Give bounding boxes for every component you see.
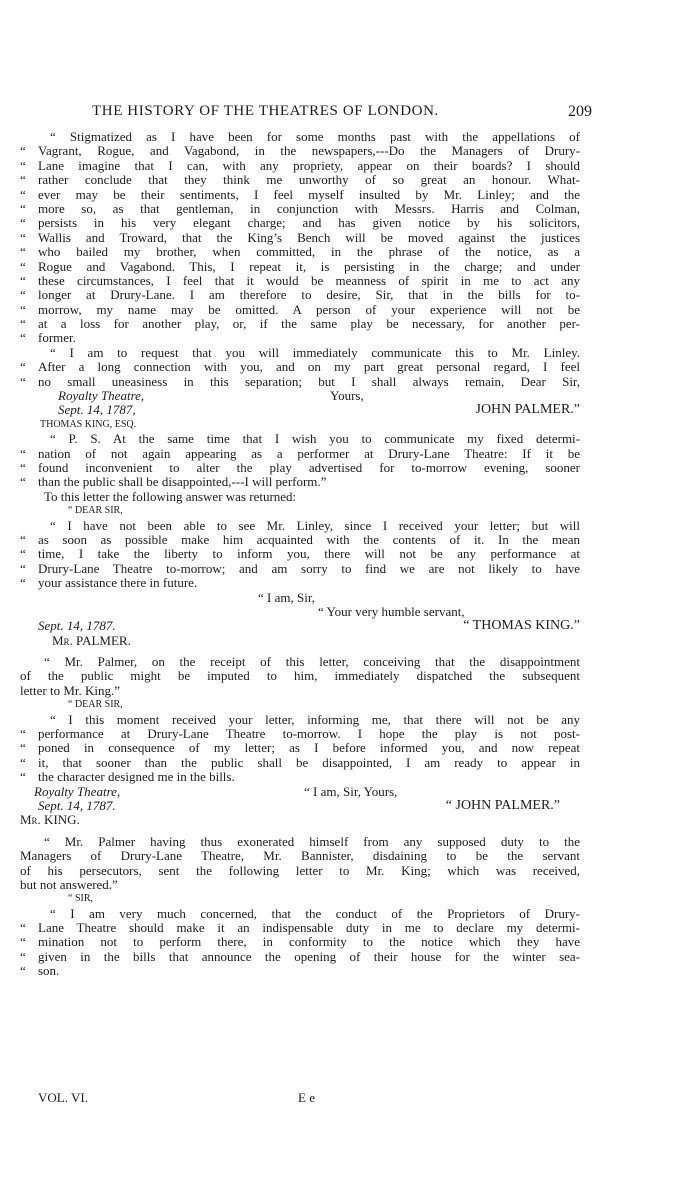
salutation-line [20,698,580,712]
text-line: of the public might be imputed to him, immediately dispatched the subsequent [20,669,580,684]
text-line: Managers of Drury-Lane Theatre, Mr. Bannister, disdaining to be the servant [20,849,580,864]
page-body [20,130,580,979]
text-line: “ it, that sooner than the public shall be disappointed, I am ready to appear in [20,755,580,770]
text-line: “ mination not to perform there, in conformity to the notice which they have [20,935,580,950]
signature-line [20,813,580,827]
text-line: “ time, I take the liberty to inform you, there will not be any performance at [20,547,580,562]
spacer [20,828,580,835]
spacer [20,648,580,655]
text-line: “ son. [20,964,60,979]
letter-date: Sept. 14, 1787. [38,798,116,813]
letter-closing: Yours, [330,389,364,404]
text-line: “ Lane Theatre should make it an indispensable duty in me to declare my determi- [20,921,580,936]
letter-signatory: “ THOMAS KING.” [463,619,580,634]
letter-signatory: “ JOHN PALMER.” [445,798,560,813]
letter-place: Royalty Theatre, [34,784,121,799]
text-line [20,490,580,504]
letter-addressee: Mr. PALMER. [52,633,131,648]
volume-mark: VOL. VI. [38,1090,88,1105]
text-line: “ rather conclude that they think me unworthy of so great an honour. What- [20,173,580,188]
text-line: “ than the public shall be disappointed,---I will perform.” [20,475,327,490]
text-line: “ more so, as that gentleman, in conjunction with Messrs. Harris and Colman, [20,201,580,216]
text-line: “ After a long connection with you, and on my part great personal regard, I feel [20,360,580,375]
text-line: “ given in the bills that announce the opening of their house for the winter sea- [20,949,580,964]
text-line: “ found inconvenient to alter the play advertised for to-morrow evening, sooner [20,460,580,475]
salutation: “ DEAR SIR, [68,699,123,711]
text-line: letter to Mr. King.” [20,683,121,698]
page-footer [20,1090,580,1108]
text-line: “ Wallis and Troward, that the King’s Bench will be moved against the justices [20,230,580,245]
letter-date: Sept. 14, 1787. [38,619,116,634]
running-header [92,103,592,125]
text-line: “ persists in his very elegant charge; and has given notice by his solicitors, [20,216,580,231]
text-line: “ Drury-Lane Theatre to-morrow; and am sorry to find we are not likely to have [20,561,580,576]
text-line: “ performance at Drury-Lane Theatre to-morrow. I hope the play is not post- [20,727,580,742]
text-line: “ who bailed my brother, when committed, in the phrase of the notice, as a [20,245,580,260]
letter-closing: “ I am, Sir, [258,590,315,605]
answer-intro: To this letter the following answer was returned: [44,489,297,504]
text-line: “ at a loss for another play, or, if the same play be necessary, for another per- [20,317,580,332]
letter-signatory: JOHN PALMER.” [475,403,580,418]
signature-line [20,403,580,417]
text-line: “ your assistance there in future. [20,576,198,591]
salutation: “ DEAR SIR, [68,505,123,517]
letter-date: Sept. 14, 1787, [58,403,136,418]
signature-line [20,418,580,432]
letter-closing: “ Your very humble servant, [318,604,465,619]
text-line: of his persecutors, sent the following letter to Mr. King; which was received, [20,863,580,878]
signature-mark: E e [298,1090,315,1105]
letter-addressee: THOMAS KING, ESQ. [40,418,137,430]
text-line: “ Vagrant, Rogue, and Vagabond, in the newspapers,---Do the Managers of Drury- [20,144,580,159]
signature-line [20,591,580,605]
signature-line [20,634,580,648]
text-line: “ I this moment received your letter, informing me, that there will not be any [50,712,580,727]
signature-line [20,785,580,799]
text-line: “ I am very much concerned, that the conduct of the Proprietors of Drury- [50,906,580,921]
text-line: “ morrow, my name may be omitted. A person of your experience will not be [20,302,580,317]
text-line: “ longer at Drury-Lane. I am therefore to desire, Sir, that in the bills for to- [20,288,580,303]
text-line: “ as soon as possible make him acquainted with the contents of it. In the mean [20,532,580,547]
text-line: “ nation of not again appearing as a performer at Drury-Lane Theatre: If it be [20,446,580,461]
signature-line [20,799,580,813]
text-line: “ Mr. Palmer, on the receipt of this letter, conceiving that the disappointment [44,655,580,670]
text-line: “ Stigmatized as I have been for some months past with the appellations of [50,130,580,144]
text-line: “ these circumstances, I feel that it would be meanness of spirit in me to act any [20,273,580,288]
running-title: THE HISTORY OF THE THEATRES OF LONDON. [92,103,439,119]
text-line: “ P. S. At the same time that I wish you to communicate my fixed determi- [50,432,580,447]
text-line: “ Lane imagine that I can, with any propriety, appear on their boards? I should [20,158,580,173]
signature-line [20,619,580,633]
text-line: “ I am to request that you will immediately communicate this to Mr. Linley. [50,345,580,360]
text-line: “ ever may be their sentiments, I feel myself insulted by Mr. Linley; and the [20,187,580,202]
letter-closing: “ I am, Sir, Yours, [304,784,398,799]
text-line: “ the character designed me in the bills. [20,770,235,785]
page-number: 209 [568,103,592,120]
text-line: “ I have not been able to see Mr. Linley, since I received your letter; but will [50,518,580,533]
signature-line [20,389,580,403]
text-line: “ Mr. Palmer having thus exonerated himself from any supposed duty to the [44,834,580,849]
text-line: “ former. [20,331,76,346]
salutation-line [20,504,580,518]
text-line: but not answered.” [20,877,118,892]
text-line: “ poned in consequence of my letter; as I before informed you, and now repeat [20,741,580,756]
signature-line [20,605,580,619]
letter-addressee: Mr. KING. [20,813,80,828]
text-line: “ no small uneasiness in this separation; but I shall always remain, Dear Sir, [20,374,580,389]
salutation: “ SIR, [68,893,93,905]
letter-place: Royalty Theatre, [58,389,145,404]
salutation-line [20,892,580,906]
text-line: “ Rogue and Vagabond. This, I repeat it, is persisting in the charge; and under [20,259,580,274]
